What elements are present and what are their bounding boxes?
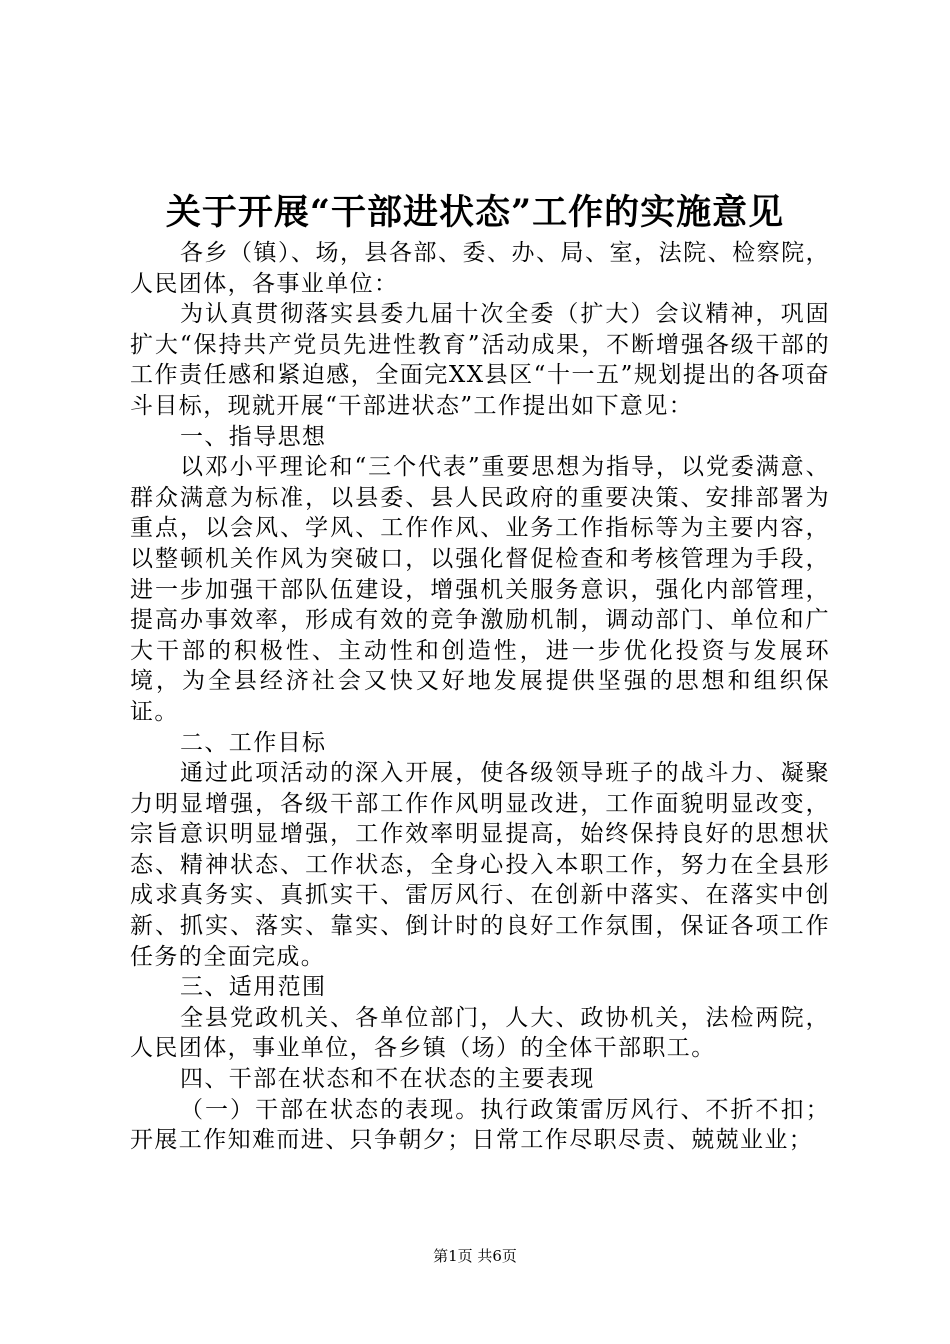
page-footer: 第1页 共6页 xyxy=(433,1247,517,1265)
salutation-paragraph: 各乡（镇）、场，县各部、委、办、局、室，法院、检察院，人民团体，各事业单位： xyxy=(130,240,830,297)
scope-paragraph: 全县党政机关、各单位部门，人大、政协机关，法检两院，人民团体，事业单位，各乡镇（场）的全体干部职工。 xyxy=(130,1004,830,1062)
document-title: 关于开展“干部进状态”工作的实施意见 xyxy=(165,192,785,233)
work-goals-paragraph: 通过此项活动的深入开展，使各级领导班子的战斗力、凝聚力明显增强，各级干部工作作风明显改进，工作面貌明显改变，宗旨意识明显增强，工作效率明显提高，始终保持良好的思想状态、精神状态、工作状态，全身心投入本职工作，努力在全县形成求真务实、真抓实干、雷厉风行、在创新中落实、在落实中创新、抓实、落实、靠实、倒计时的良好工作氛围，保证各项工作任务的全面完成。 xyxy=(130,760,830,970)
section-heading-main-manifestations: 四、干部在状态和不在状态的主要表现 xyxy=(180,1066,595,1093)
manifestations-paragraph: （一）干部在状态的表现。执行政策雷厉风行、不折不扣；开展工作知难而进、只争朝夕；日常工作尽职尽责、兢兢业业； xyxy=(130,1096,830,1154)
section-heading-work-goals: 二、工作目标 xyxy=(180,729,327,756)
document-body xyxy=(130,238,830,1156)
section-heading-scope: 三、适用范围 xyxy=(180,974,327,1001)
intro-paragraph: 为认真贯彻落实县委九届十次全委（扩大）会议精神，巩固扩大“保持共产党员先进性教育”活动成果，不断增强各级干部的工作责任感和紧迫感，全面完XX县区“十一五”规划提出的各项奋斗目标，现就开展“干部进状态”工作提出如下意见： xyxy=(130,301,830,419)
section-heading-guiding-ideology: 一、指导思想 xyxy=(180,423,327,450)
guiding-ideology-paragraph: 以邓小平理论和“三个代表”重要思想为指导，以党委满意、群众满意为标准，以县委、县人民政府的重要决策、安排部署为重点，以会风、学风、工作作风、业务工作指标等为主要内容，以整顿机关作风为突破口，以强化督促检查和考核管理为手段，进一步加强干部队伍建设，增强机关服务意识，强化内部管理，提高办事效率，形成有效的竞争激励机制，调动部门、单位和广大干部的积极性、主动性和创造性，进一步优化投资与发展环境，为全县经济社会又快又好地发展提供坚强的思想和组织保证。 xyxy=(130,454,830,725)
